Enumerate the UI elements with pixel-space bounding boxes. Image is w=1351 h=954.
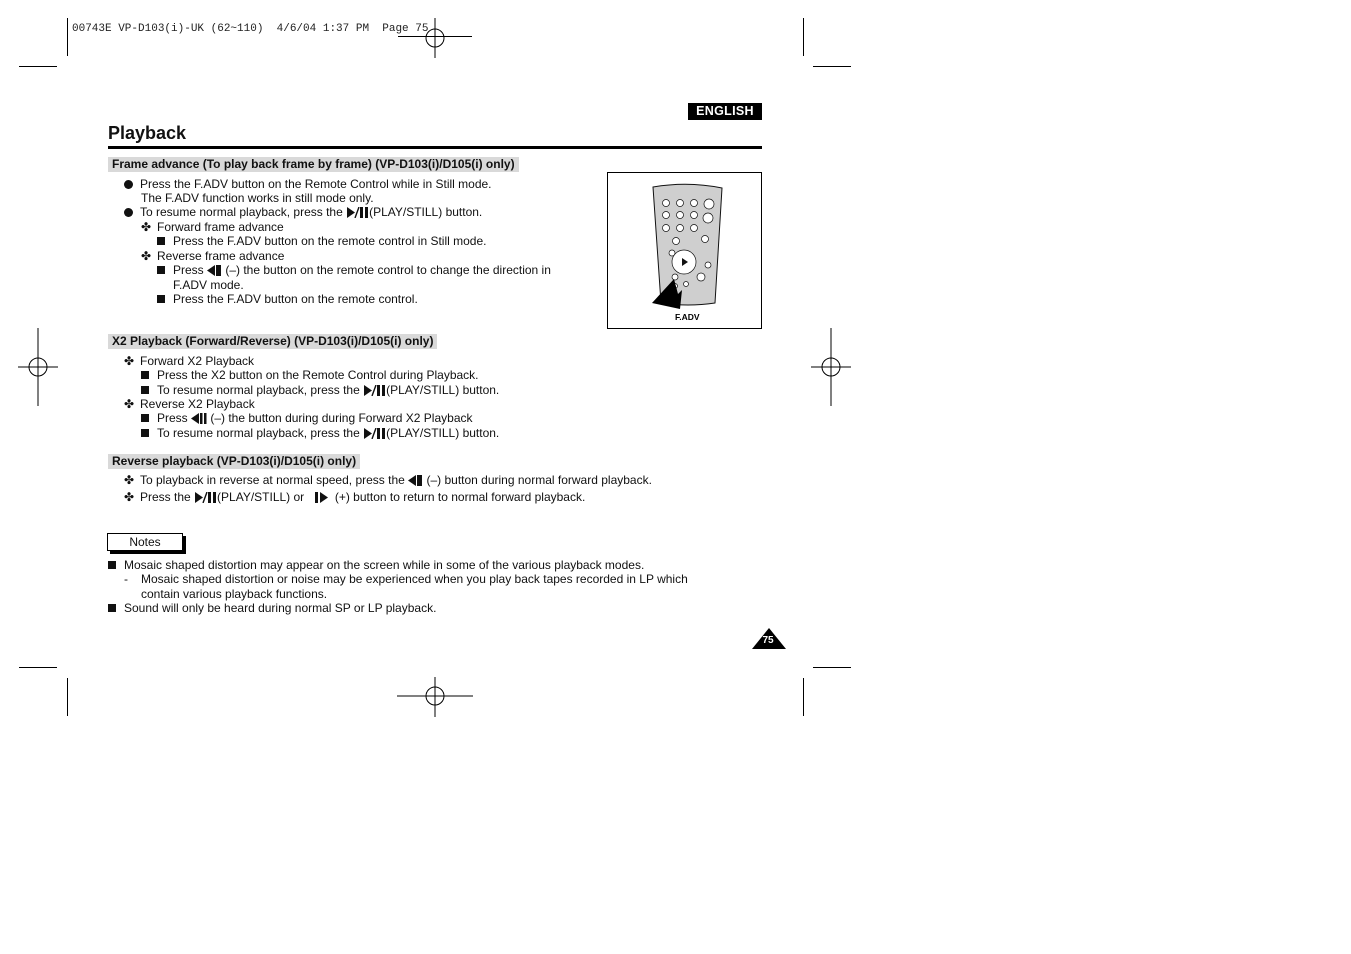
list-item: The F.ADV function works in still mode only. (141, 191, 374, 205)
note-item: - Mosaic shaped distortion or noise may be experienced when you play back tapes recorded in LP which (124, 572, 688, 586)
step-forward-icon (314, 492, 332, 503)
list-item: Press (–) the button during during Forward X2 Playback (141, 411, 473, 425)
square-bullet-icon (141, 386, 149, 394)
list-item: To resume normal playback, press the (PLAY/STILL) button. (141, 426, 499, 440)
list-item: ✤ Press the (PLAY/STILL) or (+) button to return to normal forward playback. (124, 490, 586, 504)
language-badge: ENGLISH (688, 103, 762, 120)
section-heading-x2-playback: X2 Playback (Forward/Reverse) (VP-D103(i)/D105(i) only) (108, 334, 437, 349)
section-heading-reverse-playback: Reverse playback (VP-D103(i)/D105(i) only) (108, 454, 360, 469)
registration-mark-left-icon (18, 328, 58, 406)
square-bullet-icon (108, 604, 116, 612)
list-item: Press the X2 button on the Remote Control during Playback. (141, 368, 479, 382)
print-header: 00743E VP-D103(i)-UK (62~110) 4/6/04 1:37 PM Page 75 (72, 23, 429, 35)
notes-label: Notes (107, 533, 183, 551)
remote-control-icon (608, 173, 761, 328)
dash-bullet: - (124, 572, 128, 586)
list-item: F.ADV mode. (173, 278, 244, 292)
cross-bullet-icon: ✤ (141, 249, 152, 263)
list-item: ✤ To playback in reverse at normal speed, press the (–) button during normal forward playback. (124, 473, 652, 487)
step-back-icon (207, 265, 222, 276)
square-bullet-icon (141, 429, 149, 437)
remote-control-figure (607, 172, 762, 329)
list-item: Press the F.ADV button on the Remote Control while in Still mode. (124, 177, 492, 191)
play-still-icon (363, 385, 386, 396)
square-bullet-icon (141, 371, 149, 379)
square-bullet-icon (108, 561, 116, 569)
list-item: ✤ Forward X2 Playback (124, 354, 255, 368)
section-heading-frame-advance: Frame advance (To play back frame by frame) (VP-D103(i)/D105(i) only) (108, 157, 519, 172)
list-item: Press the F.ADV button on the remote control in Still mode. (157, 234, 487, 248)
list-item: Press (–) the button on the remote control to change the direction in (157, 263, 551, 277)
registration-mark-bottom-icon (397, 677, 473, 717)
list-item: ✤ Forward frame advance (141, 220, 284, 234)
square-bullet-icon (157, 237, 165, 245)
reverse-x2-icon (191, 413, 207, 424)
figure-label: F.ADV (675, 312, 700, 322)
list-item: Press the F.ADV button on the remote control. (157, 292, 418, 306)
list-item: ✤ Reverse frame advance (141, 249, 285, 263)
square-bullet-icon (157, 266, 165, 274)
bullet-dot-icon (124, 180, 133, 189)
list-item: ✤ Reverse X2 Playback (124, 397, 255, 411)
step-back-icon (408, 475, 423, 486)
title-rule (108, 146, 762, 149)
play-still-icon (363, 428, 386, 439)
page-title: Playback (108, 123, 187, 143)
cross-bullet-icon: ✤ (124, 354, 135, 368)
square-bullet-icon (157, 295, 165, 303)
note-item: contain various playback functions. (141, 587, 328, 601)
cross-bullet-icon: ✤ (124, 397, 135, 411)
note-item: Sound will only be heard during normal SP or LP playback. (108, 601, 436, 615)
play-still-icon (194, 492, 217, 503)
list-item: To resume normal playback, press the (PLAY/STILL) button. (141, 383, 499, 397)
square-bullet-icon (141, 414, 149, 422)
bullet-dot-icon (124, 208, 133, 217)
registration-mark-right-icon (811, 328, 851, 406)
list-item: To resume normal playback, press the (PLAY/STILL) button. (124, 205, 482, 219)
cross-bullet-icon: ✤ (124, 473, 135, 487)
cross-bullet-icon: ✤ (124, 490, 135, 504)
cross-bullet-icon: ✤ (141, 220, 152, 234)
header-rule (398, 36, 472, 37)
note-item: Mosaic shaped distortion may appear on the screen while in some of the various playback modes. (108, 558, 644, 572)
play-still-icon (346, 207, 369, 218)
page-number: 75 (762, 635, 774, 646)
